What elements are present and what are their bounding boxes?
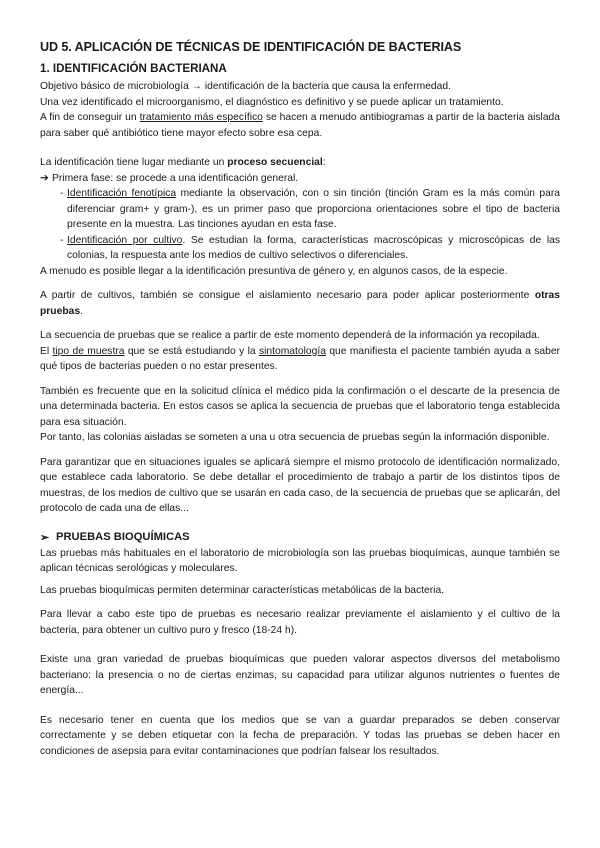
list-text (67, 233, 560, 264)
paragraph: Existe una gran variedad de pruebas bioquímicas que pueden valorar aspectos diversos del metabolismo bacteriano: la presencia o no de ciertas enzimas, su capacidad para utilizar algunos nutrientes o fuentes de energía... (40, 654, 560, 696)
paragraph: Para llevar a cabo este tipo de pruebas es necesario realizar previamente el aislamiento y el cultivo de la bacteria, para obtener un cultivo puro y fresco (18-24 h). (40, 609, 560, 636)
arrow-list-item (40, 171, 560, 187)
paragraph: También es frecuente que en la solicitud clínica el médico pida la confirmación o el descarte de la presencia de una determinada bacteria. En estos casos se aplica la secuencia de pruebas que el laboratorio tenga establecida para esa situación. (40, 385, 560, 428)
paragraph (40, 344, 560, 375)
underlined-term: tratamiento más específico (139, 112, 263, 123)
paragraph: A menudo es posible llegar a la identificación presuntiva de género y, en algunos casos, de la especie. (40, 265, 508, 277)
arrow-icon: ➔ (40, 172, 49, 184)
list-item (40, 233, 560, 264)
underlined-term: tipo de muestra (52, 345, 125, 357)
list-text: Primera fase: se procede a una identificación general. (52, 172, 299, 184)
text: . (80, 305, 83, 317)
underlined-term: sintomatología (258, 345, 326, 357)
section-heading-identificacion: 1. IDENTIFICACIÓN BACTERIANA (40, 62, 227, 75)
text: mediante la observación, con o sin tinción (tinción Gram es la más común para diferenciar gram+ y gram-), es un primer paso que proporciona orientaciones sobre el tipo de bacteria presente en la muestra. Las tinciones ayudan en esta fase. (67, 188, 560, 230)
text: El (40, 345, 53, 357)
paragraph: Las pruebas bioquímicas permiten determinar características metabólicas de la bacteria. (40, 584, 445, 596)
text: A partir de cultivos, también se consigue el aislamiento necesario para poder aplicar posteriormente (40, 290, 535, 301)
paragraph: Es necesario tener en cuenta que los medios que se van a guardar preparados se deben conservar correctamente y se deben etiquetar con la fecha de preparación. Y todas las pruebas se deben hacer en condiciones de asepsia para evitar contaminaciones que podrían falsear los resultados. (40, 714, 560, 757)
paragraph: Objetivo básico de microbiología → identificación de la bacteria que causa la enfermedad. (40, 81, 451, 92)
heading-text: PRUEBAS BIOQUÍMICAS (56, 530, 190, 543)
bold-term: proceso secuencial (227, 157, 323, 168)
text: que se está estudiando y la (124, 345, 259, 357)
underlined-term: Identificación fenotípica (67, 188, 177, 199)
list-item (40, 186, 560, 233)
text: . Se estudian la forma, características macroscópicas y microscópicas de las colonias, la respuesta ante los medios de cultivo selectivos o diferenciales. (67, 234, 560, 261)
paragraph: Una vez identificado el microorganismo, el diagnóstico es definitivo y se puede aplicar un tratamiento. (40, 96, 504, 108)
paragraph: Por tanto, las colonias aisladas se someten a una u otra secuencia de pruebas según la información disponible. (40, 432, 550, 443)
text: se hacen a menudo antibiogramas a partir de la bacteria aislada para saber qué antibiótico tiene mayor efecto sobre esa cepa. (40, 112, 560, 139)
paragraph: Las pruebas más habituales en el laboratorio de microbiología son las pruebas bioquímicas, aunque también se aplican técnicas serológicas y moleculares. (40, 547, 560, 574)
document-title: UD 5. APLICACIÓN DE TÉCNICAS DE IDENTIFICACIÓN DE BACTERIAS (40, 40, 462, 54)
text: : (322, 157, 326, 168)
text: A fin de conseguir un (40, 112, 140, 123)
arrowhead-bullet-icon: ➢ (40, 531, 50, 544)
paragraph: Para garantizar que en situaciones iguales se aplicará siempre el mismo protocolo de identificación normalizado, que establece cada laboratorio. Se debe detallar el procedimiento de trabajo a partir de los distintos tipos de muestras, de los medios de cultivo que se usarán en cada caso, de la secuencia de pruebas que se aplicarán, del protocolo de cada una de ellas... (40, 456, 560, 514)
paragraph (40, 288, 560, 319)
text: que manifiesta el paciente también ayuda a saber qué tipos de bacterias pueden o no estar presentes. (40, 345, 560, 372)
dash-bullet: - (60, 234, 64, 246)
bold-term: otras pruebas (40, 290, 560, 317)
dash-bullet: - (60, 188, 64, 199)
underlined-term: Identificación por cultivo (67, 234, 183, 246)
paragraph (40, 155, 560, 171)
list-text (67, 186, 560, 233)
paragraph (40, 110, 560, 141)
section-heading-pruebas-bioquimicas (40, 531, 560, 544)
paragraph: La secuencia de pruebas que se realice a partir de este momento dependerá de la información ya recopilada. (40, 330, 540, 341)
text: La identificación tiene lugar mediante un (40, 157, 228, 168)
